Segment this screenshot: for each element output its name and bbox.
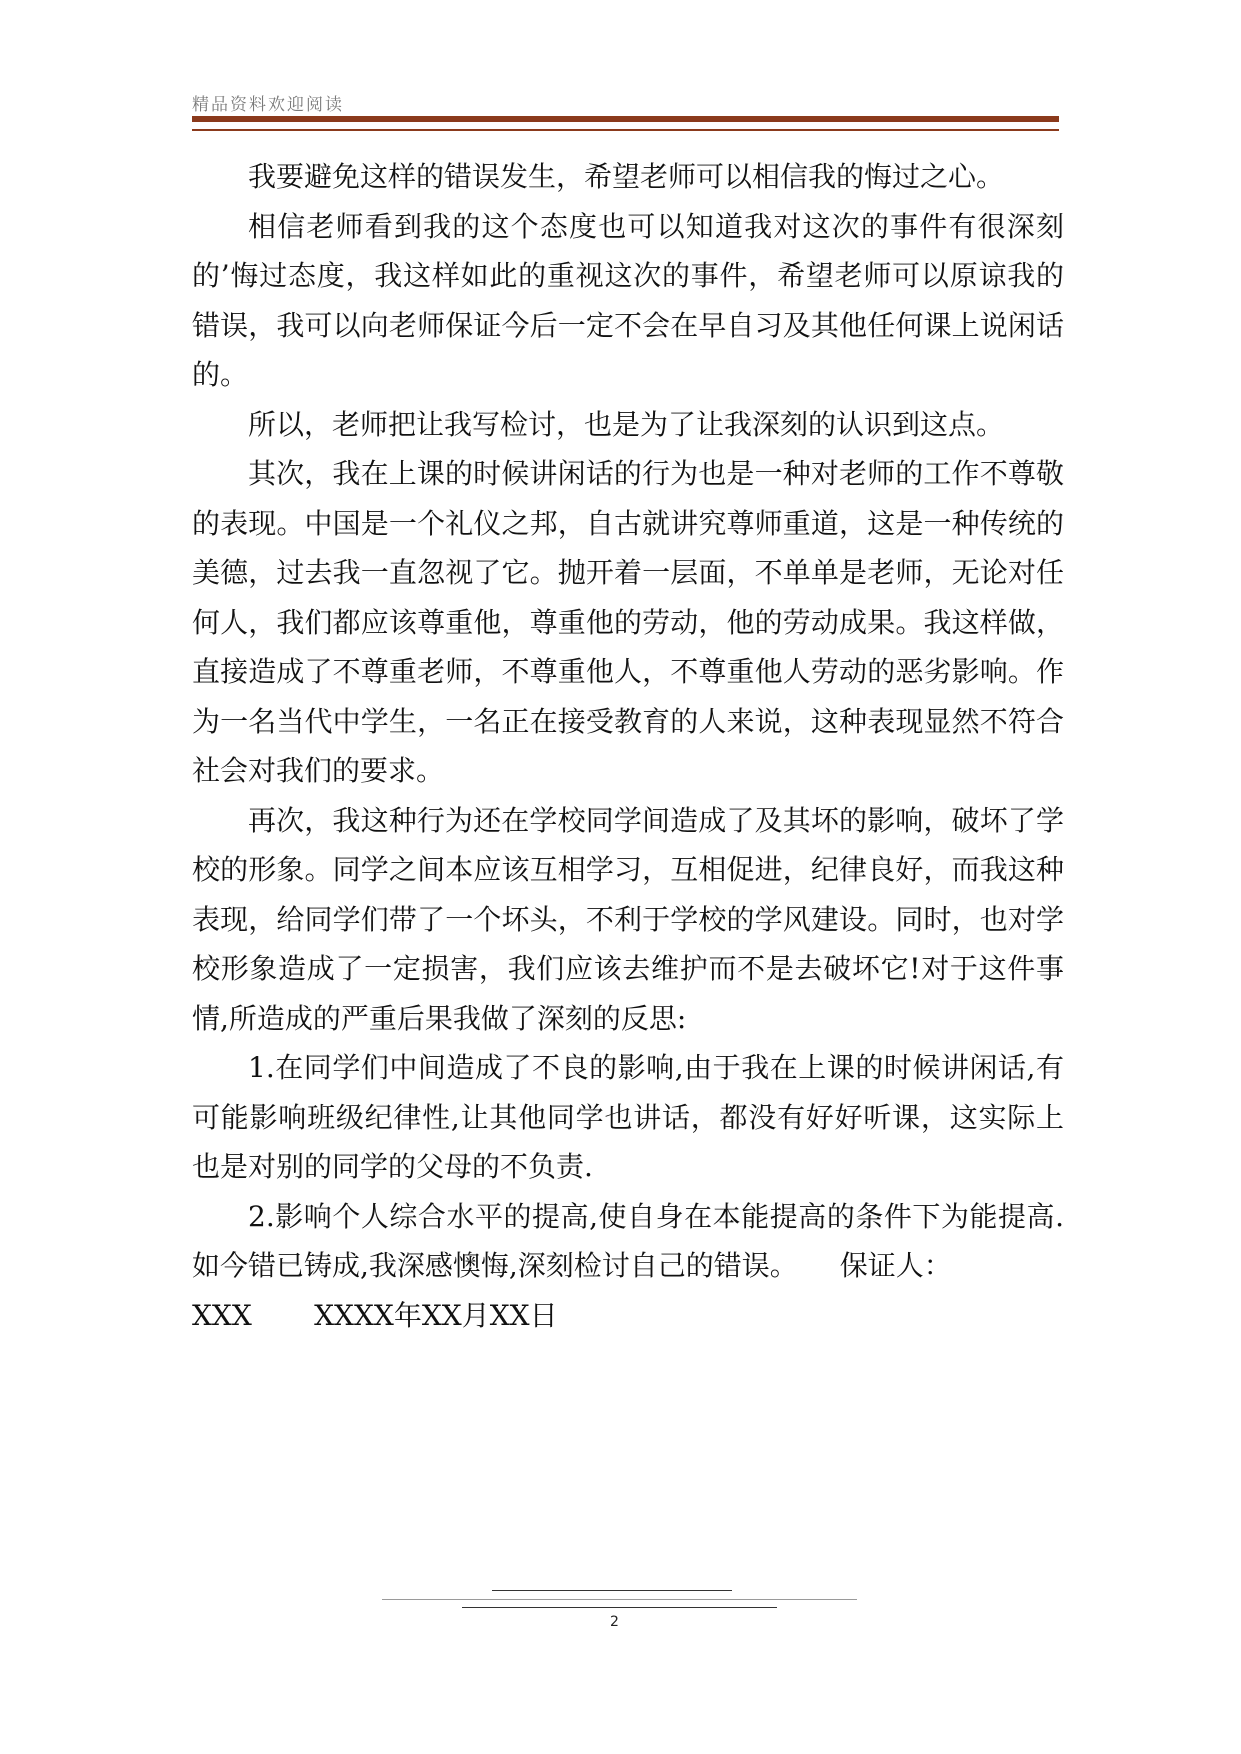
footer-rule-3: [462, 1607, 777, 1608]
document-body: [192, 152, 1064, 1340]
paragraph-2: 相信老师看到我的这个态度也可以知道我对这次的事件有很深刻的’悔过态度，我这样如此的重视这次的事件，希望老师可以原谅我的错误，我可以向老师保证今后一定不会在早自习及其他任何课上说闲话的。: [192, 209, 1064, 391]
paragraph-3: 所以，老师把让我写检讨，也是为了让我深刻的认识到这点。: [248, 407, 1005, 441]
header-rule-thick: [192, 116, 1059, 122]
footer-rule-2: [382, 1599, 857, 1600]
paragraph-4: 其次，我在上课的时候讲闲话的行为也是一种对老师的工作不尊敬的表现。中国是一个礼仪之邦，自古就讲究尊师重道，这是一种传统的美德，过去我一直忽视了它。抛开着一层面，不单单是老师，无论对任何人，我们都应该尊重他，尊重他的劳动，他的劳动成果。我这样做，直接造成了不尊重老师，不尊重他人，不尊重他人劳动的恶劣影响。作为一名当代中学生，一名正在接受教育的人来说，这种表现显然不符合社会对我们的要求。: [192, 457, 1064, 787]
paragraph-7: 2.影响个人综合水平的提高,使自身在本能提高的条件下为能提高.如今错已铸成,我深感懊悔,深刻检讨自己的错误。 保证人：: [192, 1199, 1064, 1282]
paragraph-5: 再次，我这种行为还在学校同学间造成了及其坏的影响，破坏了学校的形象。同学之间本应该互相学习，互相促进，纪律良好，而我这种表现，给同学们带了一个坏头，不利于学校的学风建设。同时，也对学校形象造成了一定损害，我们应该去维护而不是去破坏它!对于这件事情,所造成的严重后果我做了深刻的反思:: [192, 803, 1064, 1035]
signature-date: XXXX年XX月XX日: [314, 1298, 558, 1332]
paragraph-1: 我要避免这样的错误发生，希望老师可以相信我的悔过之心。: [248, 160, 1005, 193]
footer-rule-1: [492, 1590, 732, 1591]
paragraph-6: 1.在同学们中间造成了不良的影响,由于我在上课的时候讲闲话,有可能影响班级纪律性,让其他同学也讲话，都没有好好听课，这实际上也是对别的同学的父母的不负责.: [192, 1051, 1064, 1183]
page-number: 2: [610, 1614, 619, 1630]
signature-name: XXX: [192, 1298, 252, 1332]
signature-line: [192, 1291, 1064, 1341]
page-header-title: 精品资料欢迎阅读: [192, 95, 344, 115]
header-rule-thin: [192, 129, 1059, 131]
